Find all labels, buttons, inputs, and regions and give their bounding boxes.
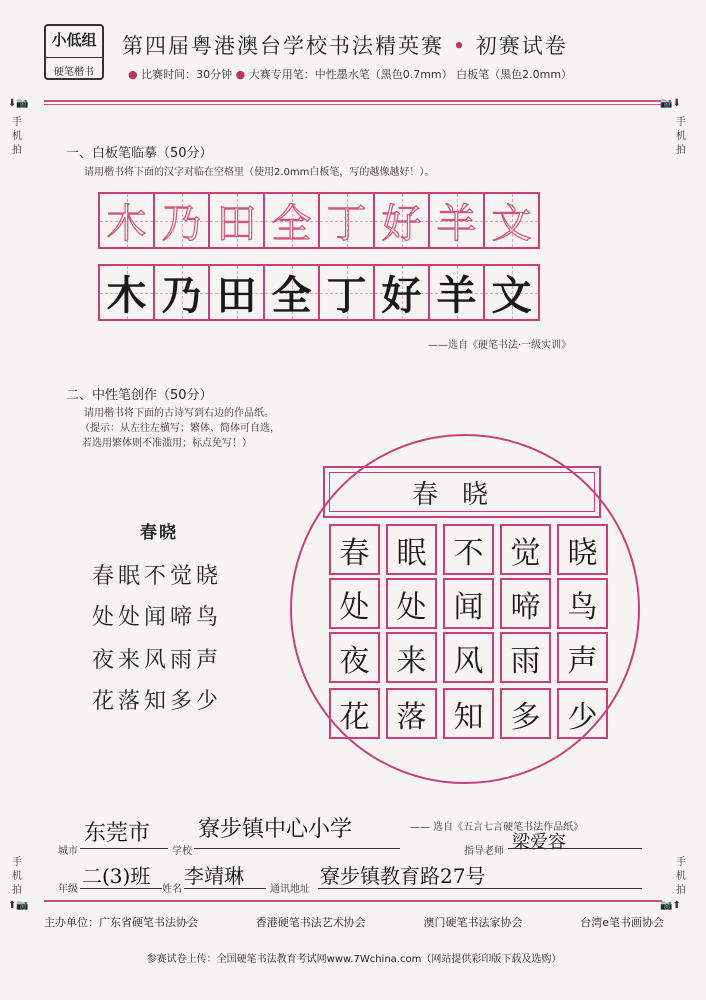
title-dot: •	[452, 34, 468, 58]
group-sub-label: 硬笔楷书	[46, 57, 102, 78]
teacher-label: 指导老师	[464, 846, 504, 857]
school-underline	[194, 848, 400, 849]
sheet-cell: 啼	[500, 578, 551, 629]
section2-attribution: —— 选自《五言七言硬笔书法作品纸》	[410, 822, 584, 833]
organizer: 香港硬笔书法艺术协会	[255, 916, 366, 929]
bullet-icon: ●	[235, 68, 246, 81]
model-char-cell: 田	[208, 192, 265, 249]
sheet-cell: 声	[557, 632, 608, 683]
grade-value[interactable]: 二(3)班	[82, 864, 151, 888]
sheet-cell: 风	[443, 632, 494, 683]
sheet-cell: 鸟	[557, 578, 608, 629]
camera-up-icon: 📷⬆	[660, 900, 681, 911]
side-label-top-right: 手 机 拍	[676, 117, 686, 156]
grade-label: 年级	[58, 884, 78, 895]
group-badge	[44, 24, 104, 80]
organizers-prefix: 主办单位：广东省硬笔书法协会	[44, 916, 198, 929]
practice-char-cell: 乃	[153, 264, 210, 321]
model-char-cell: 羊	[428, 192, 485, 249]
address-label: 通讯地址	[270, 884, 310, 895]
poem-line: 春眠不觉晓	[92, 564, 223, 589]
organizer: 台湾e笔书画协会	[580, 916, 664, 929]
camera-up-icon: ⬆📷	[8, 900, 29, 911]
upload-notice: 参赛试卷上传：全国硬笔书法教育考试网www.7Wchina.com（网站提供彩印版下载及选购）	[146, 954, 562, 965]
group-label: 小低组	[51, 31, 97, 49]
model-char-grid	[98, 192, 538, 249]
sheet-cell: 花	[329, 688, 380, 739]
header-divider-thin	[44, 104, 662, 105]
sheet-cell: 觉	[500, 524, 551, 575]
page-title	[122, 30, 568, 60]
section1-instructions: 请用楷书将下面的汉字对临在空格里（使用2.0mm白板笔，写的越像越好！）。	[84, 167, 435, 178]
sheet-row	[329, 688, 614, 739]
section1-heading: 一、白板笔临摹（50分）	[66, 146, 213, 161]
sheet-cell: 眠	[386, 524, 437, 575]
sheet-cell: 不	[443, 524, 494, 575]
teacher-value[interactable]: 梁爱容	[512, 832, 566, 853]
city-underline	[80, 848, 168, 849]
header-divider	[44, 100, 662, 102]
side-label-bottom-left: 手 机 拍	[12, 857, 22, 896]
exam-pens: 大赛专用笔：中性墨水笔（黑色0.7mm） 白板笔（黑色2.0mm）	[248, 68, 573, 81]
camera-down-icon: 📷⬇	[660, 98, 681, 109]
practice-char-grid	[98, 264, 538, 321]
side-label-top-left: 手 机 拍	[12, 117, 22, 156]
section2-instructions-1: 请用楷书将下面的古诗写到右边的作品纸。	[84, 408, 274, 419]
practice-char-cell: 木	[98, 264, 155, 321]
city-value[interactable]: 东莞市	[84, 821, 151, 846]
sheet-cell: 春	[329, 524, 380, 575]
organizer: 澳门硬笔书法家协会	[423, 916, 523, 929]
sheet-cell: 多	[500, 688, 551, 739]
sheet-cell: 处	[329, 578, 380, 629]
sheet-cell: 来	[386, 632, 437, 683]
address-underline	[318, 888, 642, 889]
practice-char-cell: 文	[483, 264, 540, 321]
side-label-bottom-right: 手 机 拍	[676, 857, 686, 896]
poem-line: 花落知多少	[92, 689, 223, 714]
model-char-cell: 全	[263, 192, 320, 249]
sheet-cell: 晓	[557, 524, 608, 575]
organizers	[44, 914, 664, 930]
city-label: 城市	[58, 846, 78, 857]
section2-instructions-2: （提示：从左往左横写；繁体、简体可自选，	[80, 423, 280, 434]
teacher-underline	[508, 848, 642, 849]
name-label: 姓名	[162, 884, 182, 895]
model-char-cell: 木	[98, 192, 155, 249]
section2-instructions-3: 若选用繁体则不准滥用；标点免写！）	[82, 438, 252, 449]
camera-down-icon: ⬇📷	[8, 98, 29, 109]
practice-char-cell: 丁	[318, 264, 375, 321]
sheet-cell: 闻	[443, 578, 494, 629]
sheet-row	[329, 578, 614, 629]
poem-line: 夜来风雨声	[92, 648, 223, 673]
exam-time: 比赛时间：30分钟	[141, 68, 233, 81]
sheet-cell: 少	[557, 688, 608, 739]
model-char-cell: 文	[483, 192, 540, 249]
section2-heading: 二、中性笔创作（50分）	[66, 388, 213, 403]
section1-attribution: ——选自《硬笔书法·一级实训》	[428, 340, 572, 351]
sheet-row	[329, 524, 614, 575]
model-char-cell: 好	[373, 192, 430, 249]
school-value[interactable]: 寮步镇中心小学	[198, 817, 353, 842]
sheet-cell: 知	[443, 688, 494, 739]
model-char-cell: 丁	[318, 192, 375, 249]
practice-char-cell: 全	[263, 264, 320, 321]
work-sheet-title-box	[323, 466, 601, 518]
title-tail: 初赛试卷	[475, 34, 568, 58]
grade-underline	[80, 888, 162, 889]
practice-char-cell: 羊	[428, 264, 485, 321]
title-main: 第四届粤港澳台学校书法精英赛	[122, 34, 444, 58]
footer-divider	[44, 900, 662, 902]
sheet-cell: 夜	[329, 632, 380, 683]
sheet-cell: 落	[386, 688, 437, 739]
practice-char-cell: 田	[208, 264, 265, 321]
address-value[interactable]: 寮步镇教育路27号	[320, 864, 486, 888]
poem-title: 春晓	[140, 523, 178, 543]
bullet-icon: ●	[128, 68, 138, 81]
school-label: 学校	[172, 846, 192, 857]
name-value[interactable]: 李靖琳	[184, 864, 244, 888]
work-sheet-title: 春晓	[329, 472, 595, 512]
exam-info	[128, 66, 572, 82]
model-char-cell: 乃	[153, 192, 210, 249]
poem-line: 处处闻啼鸟	[92, 605, 223, 630]
practice-char-cell: 好	[373, 264, 430, 321]
sheet-row	[329, 632, 614, 683]
sheet-cell: 雨	[500, 632, 551, 683]
sheet-cell: 处	[386, 578, 437, 629]
name-underline	[184, 888, 266, 889]
